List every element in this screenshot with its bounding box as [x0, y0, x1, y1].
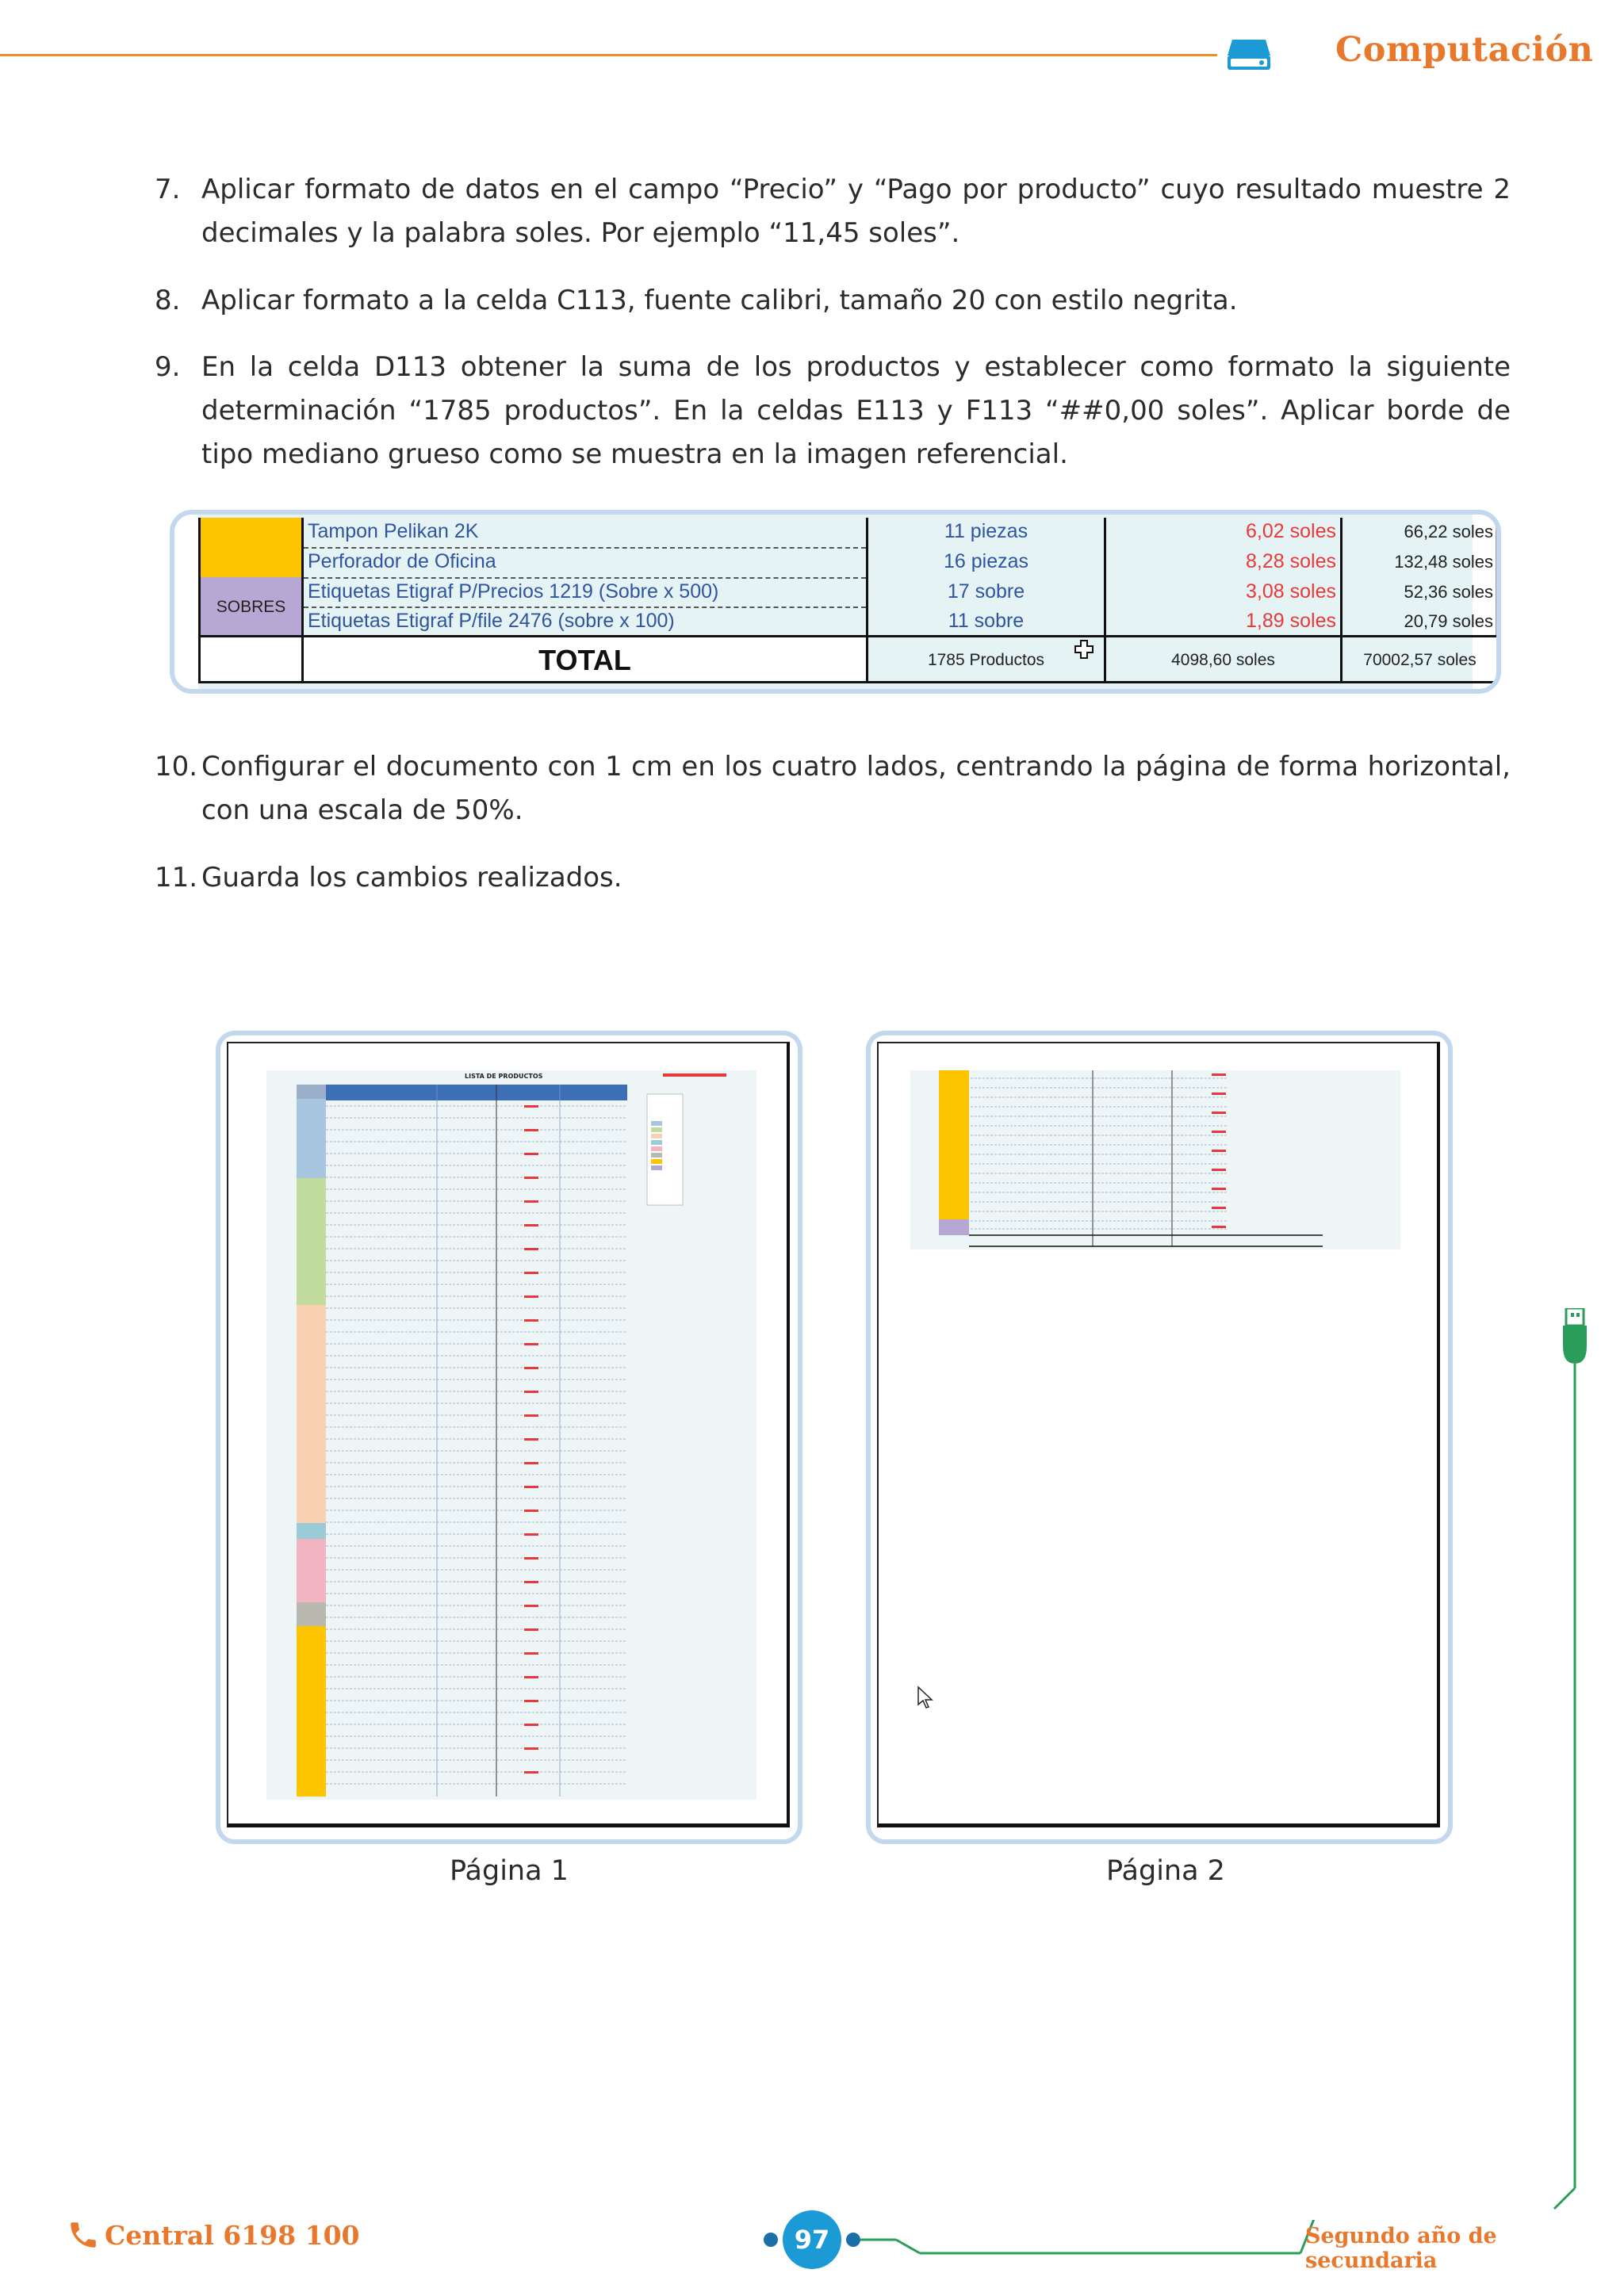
product-description: Etiquetas Etigraf P/file 2476 (sobre x 100)	[308, 610, 675, 632]
category-cell-sobres: SOBRES	[198, 577, 301, 637]
spreadsheet-table	[198, 518, 1496, 684]
footer-grade: Segundo año de secundaria	[1305, 2224, 1497, 2273]
category-cell-top	[198, 518, 301, 577]
instruction-item	[155, 346, 1511, 476]
item-text: Aplicar formato de datos en el campo “Precio” y “Pago por producto” cuyo resultado muestre 2 decimales y la palabra soles. Por ejemplo “11,45 soles”.	[201, 174, 1511, 249]
product-quantity: 16 piezas	[943, 550, 1029, 572]
item-text: En la celda D113 obtener la suma de los productos y establecer como formato la siguiente determinación “1785 productos”. En la celdas E113 y F113 “##0,00 soles”. Aplicar borde de tipo mediano grueso como se muestra en la imagen referencial.	[201, 351, 1511, 470]
page-number: 97	[783, 2210, 841, 2269]
item-number: 10.	[155, 751, 198, 783]
product-description: Perforador de Oficina	[308, 550, 496, 572]
page-2-label: Página 2	[1106, 1855, 1225, 1887]
phone-icon	[67, 2218, 100, 2252]
product-price: 8,28 soles	[1246, 550, 1336, 572]
page-2-preview	[866, 1031, 1453, 1844]
product-total: 66,22 soles	[1404, 522, 1493, 541]
page-1-label: Página 1	[450, 1855, 569, 1887]
header-rule	[0, 54, 1217, 56]
product-price: 6,02 soles	[1246, 520, 1336, 542]
usb-icon	[1534, 1308, 1622, 2291]
product-total: 132,48 soles	[1394, 552, 1493, 572]
cell-cursor-icon	[1074, 639, 1094, 660]
item-text: Guarda los cambios realizados.	[201, 862, 622, 894]
total-amount: 70002,57 soles	[1363, 651, 1477, 669]
total-quantity: 1785 Productos	[927, 651, 1045, 669]
item-number: 9.	[155, 351, 181, 383]
instruction-item	[155, 745, 1511, 832]
footer-phone: Central 6198 100	[105, 2220, 360, 2251]
product-total: 20,79 soles	[1404, 611, 1493, 631]
product-price: 3,08 soles	[1246, 580, 1336, 603]
page-1-preview	[216, 1031, 802, 1844]
product-quantity: 11 piezas	[944, 520, 1028, 542]
item-number: 7.	[155, 174, 181, 205]
product-quantity: 11 sobre	[948, 610, 1025, 632]
page-2-spreadsheet-thumbnail	[910, 1070, 1400, 1249]
hard-drive-icon	[1226, 36, 1272, 71]
product-description: Etiquetas Etigraf P/Precios 1219 (Sobre x 500)	[308, 580, 719, 603]
item-number: 8.	[155, 285, 181, 316]
product-price: 1,89 soles	[1246, 610, 1336, 632]
item-text: Configurar el documento con 1 cm en los cuatro lados, centrando la página de forma horizontal, con una escala de 50%.	[201, 751, 1511, 826]
instruction-item	[155, 279, 1511, 323]
item-text: Aplicar formato a la celda C113, fuente calibri, tamaño 20 con estilo negrita.	[201, 285, 1238, 316]
spreadsheet-excerpt	[170, 510, 1501, 694]
total-label: TOTAL	[538, 644, 631, 676]
instruction-item	[155, 856, 1511, 900]
total-price: 4098,60 soles	[1171, 651, 1275, 669]
product-total: 52,36 soles	[1404, 582, 1493, 602]
page-1-spreadsheet-thumbnail	[266, 1070, 756, 1800]
item-number: 11.	[155, 862, 198, 894]
thumbnail-title: LISTA DE PRODUCTOS	[465, 1073, 543, 1080]
instruction-item	[155, 168, 1511, 255]
section-title: Computación	[1335, 30, 1594, 70]
product-description: Tampon Pelikan 2K	[308, 520, 479, 542]
mouse-pointer-icon	[917, 1686, 934, 1709]
product-quantity: 17 sobre	[947, 580, 1025, 603]
